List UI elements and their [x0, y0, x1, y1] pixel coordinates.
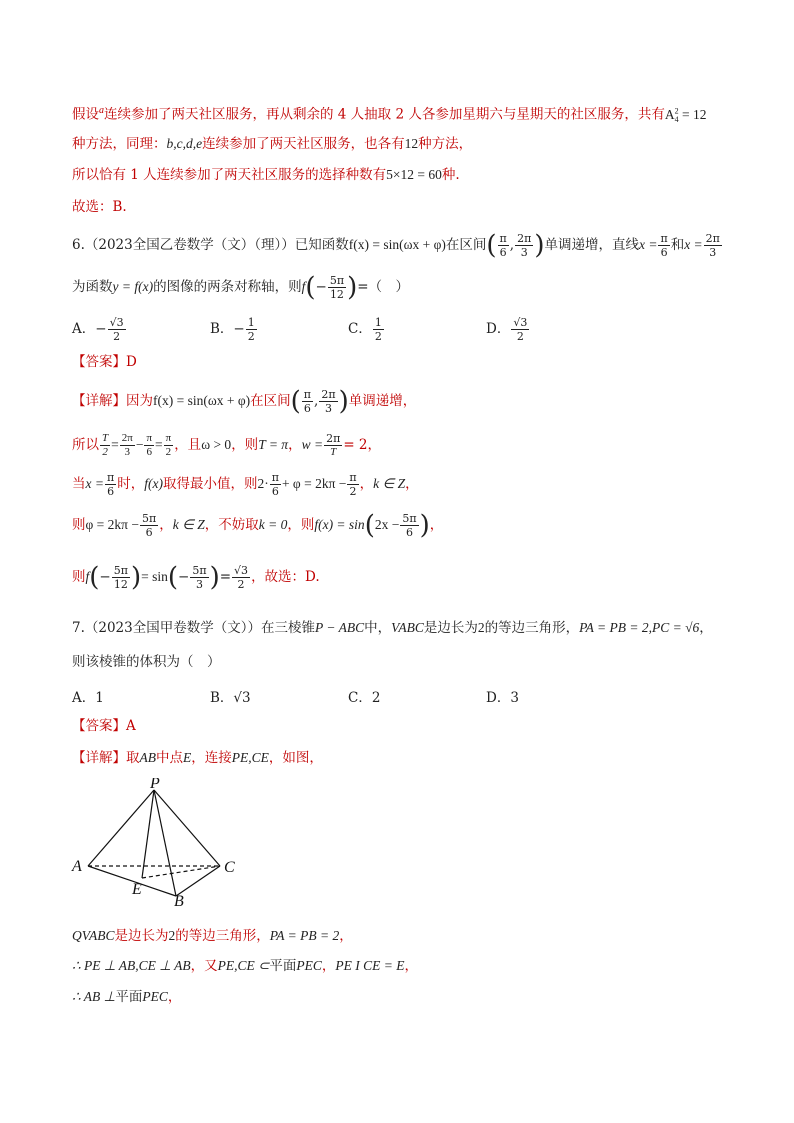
q7-detail-2: QVABC是边长为2的等边三角形，PA = PB = 2， [72, 928, 353, 944]
edge-bc [176, 866, 220, 896]
x1: x = [638, 237, 658, 252]
q6-option-c[interactable]: C． $\frac{1}{2}$ [348, 316, 382, 343]
text: 和 [670, 237, 685, 253]
text: 假设 [72, 106, 99, 123]
text: 连续参加了两天社区服务，再从剩余的 4 人抽取 2 人各参加星期六与星期天的社区服务，共有 [104, 106, 665, 123]
text: 的图像的两条对称轴，则 [153, 279, 302, 295]
text: 种. [441, 167, 460, 183]
q6-detail-4: 则φ = 2kπ − $\frac{5\pi}{6}$ ，k ∈ Z，不妨取k = 0，则f(x) = sin(2x − $\frac{5\pi}{6}$ )， [72, 510, 444, 541]
q7-detail-3: ∴ PE ⊥ AB,CE ⊥ AB，又PE,CE ⊂平面PEC，PE I CE = E， [72, 958, 419, 974]
edge-pc [154, 790, 220, 866]
text: 种方法，同理： [72, 136, 167, 152]
q6-label: 6.（2023全国乙卷数学（文）（理））已知函数 [72, 237, 349, 253]
x2: x = [684, 237, 703, 252]
text: 单调递增，直线 [544, 237, 639, 253]
edge-ce [142, 866, 220, 878]
blank: =（ ） [357, 279, 410, 295]
q7-option-d[interactable]: D．3 [486, 690, 519, 706]
q7-option-c[interactable]: C．2 [348, 690, 381, 706]
function: y = f(x) [112, 279, 154, 294]
q6-detail-1: 【详解】因为f(x) = sin(ωx + φ)在区间( $\frac{\pi}{6}$ , $\frac{2\pi}{3}$ )单调递增， [72, 386, 417, 417]
label-p: P [150, 778, 160, 792]
q6-stem-line-1: 6.（2023全国乙卷数学（文）（理））已知函数f(x) = sin(ωx + φ)在区间( $\frac{\pi}{6}$ , $\frac{2\pi}{3}$ )单调递增，直线x = $\frac{\pi}{6}$ 和x = $\frac{2\pi}{3}$ [72, 230, 720, 261]
q6-option-b[interactable]: B．− $\frac{1}{2}$ [210, 316, 255, 343]
alpha: a [99, 105, 104, 116]
pyramid-figure [70, 778, 250, 908]
q7-detail-1: 【详解】取AB中点E，连接PE,CE，如图， [72, 750, 323, 766]
q7-option-a[interactable]: A．1 [72, 690, 104, 706]
label-c: C [224, 859, 235, 876]
edge-pa [88, 790, 154, 866]
q6-detail-2: 所以 $\frac{T}{2}$ = $\frac{2\pi}{3}$ − $\frac{\pi}{6}$ = $\frac{\pi}{2}$ ，且ω > 0，则T = π，w = $\frac{2\pi}{T}$ = 2， [72, 432, 382, 459]
q7-stem-line-2: 则该棱锥的体积为（ ） [72, 654, 221, 670]
label-e: E [132, 881, 142, 898]
label-a: A [72, 858, 82, 875]
q6-detail-5: 则f(− $\frac{5\pi}{12}$ )= sin(− $\frac{5\pi}{3}$ )= $\frac{√3}{2}$ ，故选：D. [72, 562, 320, 593]
edge-pe [142, 790, 154, 878]
text: 在区间 [445, 237, 487, 253]
edge-pb [154, 790, 176, 896]
q6-stem-line-2: 为函数y = f(x)的图像的两条对称轴，则f(− $\frac{5\pi}{12}$ )=（ ） [72, 272, 410, 303]
text: 种方法， [418, 136, 473, 152]
vars: b,c,d,e [166, 136, 203, 151]
prev-line-2 [72, 134, 472, 154]
q7-option-b[interactable]: B．√3 [210, 690, 251, 706]
q6-answer: 【答案】D [72, 354, 137, 370]
f: f [301, 279, 306, 294]
text: 连续参加了两天社区服务，也各有 [202, 136, 405, 152]
label-b: B [174, 893, 184, 908]
num: 12 [404, 136, 419, 151]
q7-stem-line-1: 7.（2023全国甲卷数学（文））在三棱锥P − ABC中，VABC是边长为2的等边三角形，PA = PB = 2,PC = √6， [72, 620, 713, 636]
q6-option-d[interactable]: D． $\frac{√3}{2}$ [486, 316, 528, 343]
function: f(x) = sin(ωx + φ) [348, 237, 446, 252]
product: 5×12 = 60 [386, 167, 442, 182]
prev-answer: 故选：B. [72, 199, 127, 215]
text: 所以恰有 1 人连续参加了两天社区服务的选择种数有 [72, 167, 387, 183]
permutation: $A^2_4 = 12$ [664, 106, 707, 125]
text: 为函数 [72, 279, 113, 295]
prev-line-3 [72, 165, 460, 185]
q7-answer: 【答案】A [72, 718, 136, 734]
q6-option-a[interactable]: A．− $\frac{√3}{2}$ [72, 316, 124, 343]
q7-detail-4: ∴ AB ⊥平面PEC， [72, 989, 182, 1005]
prev-line-1 [72, 101, 706, 130]
q6-detail-3: 当x = $\frac{\pi}{6}$ 时，f(x)取得最小值，则2· $\frac{\pi}{6}$ + φ = 2kπ − $\frac{\pi}{2}$ ，k ∈ Z， [72, 471, 419, 498]
